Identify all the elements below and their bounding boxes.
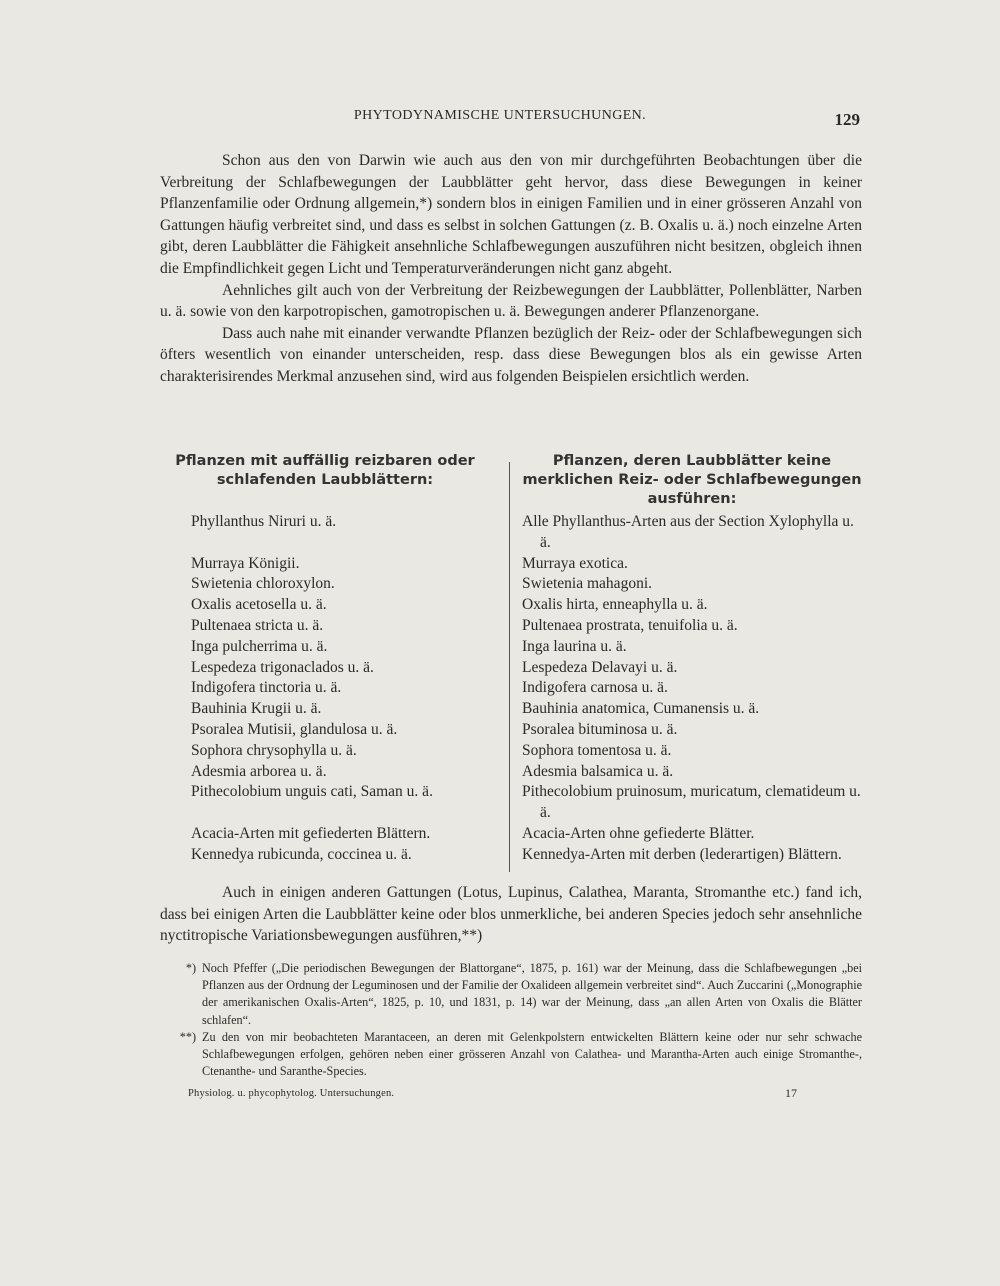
list-item: Phyllanthus Niruri u. ä. bbox=[191, 513, 337, 530]
footnotes bbox=[160, 960, 862, 1080]
list-item: Psoralea Mutisii, glandulosa u. ä. bbox=[191, 720, 398, 738]
left-column-heading: Pflanzen mit auffällig reizbaren oder schlafenden Laubblättern: bbox=[175, 453, 475, 488]
right-column-heading: Pflanzen, deren Laubblätter keine merklichen Reiz- oder Schlafbewegungen ausführen: bbox=[522, 453, 862, 507]
list-item: Acacia-Arten ohne gefiederte Blätter. bbox=[522, 824, 755, 842]
footnote-text: Zu den von mir beobachteten Marantaceen, an deren mit Gelenkpolstern entwickelten Blättern keine oder nur sehr schwache Schlafbewegungen erfolgen, gehören neben einer grösseren Anzahl von Calathea- und Marantha-Arten auch einige Stromanthe-, Ctenanthe- und Saranthe-Species. bbox=[202, 1029, 862, 1079]
list-item: Sophora tomentosa u. ä. bbox=[522, 741, 672, 759]
closing-text bbox=[160, 882, 862, 947]
list-item: Sophora chrysophylla u. ä. bbox=[191, 741, 357, 759]
list-item: Swietenia chloroxylon. bbox=[191, 575, 335, 593]
list-item: Murraya exotica. bbox=[522, 554, 628, 572]
footer-title: Physiolog. u. phycophytolog. Untersuchungen. bbox=[188, 1088, 395, 1099]
closing-paragraph: Auch in einigen anderen Gattungen (Lotus, Lupinus, Calathea, Maranta, Stromanthe etc.) fand ich, dass bei einigen Arten die Laubblätter keine oder blos unmerkliche, bei anderen Species jedoch sehr ansehnliche nyctitropische Variationsbewegungen ausführen,**) bbox=[160, 884, 862, 945]
list-item: Adesmia balsamica u. ä. bbox=[522, 762, 674, 780]
column-divider bbox=[509, 462, 510, 872]
list-item: Swietenia mahagoni. bbox=[522, 575, 652, 593]
running-head bbox=[0, 108, 1000, 134]
list-item: Indigofera carnosa u. ä. bbox=[522, 679, 668, 697]
comparison-table bbox=[160, 452, 862, 884]
footnote bbox=[160, 960, 862, 1029]
list-item: Lespedeza Delavayi u. ä. bbox=[522, 658, 678, 676]
list-item: Bauhinia anatomica, Cumanensis u. ä. bbox=[522, 700, 760, 718]
footnote-text: Noch Pfeffer („Die periodischen Bewegungen der Blattorgane“, 1875, p. 161) war der Meinung, dass die Schlafbewegungen „bei Pflanzen aus der Ordnung der Leguminosen und der Familie der Oxalideen allgemein verbreitet sind“. Auch Zuccarini („Monographie der amerikanischen Oxalis-Arten“, 1825, p. 10, und 1831, p. 14) war der Meinung, dass „an allen Arten von Oxalis die Blätter schlafen“. bbox=[202, 961, 862, 1027]
list-item: Indigofera tinctoria u. ä. bbox=[191, 679, 342, 697]
list-item: Pithecolobium unguis cati, Saman u. ä. bbox=[191, 783, 433, 801]
list-item: Kennedya rubicunda, coccinea u. ä. bbox=[191, 845, 412, 863]
page-number: 129 bbox=[834, 110, 860, 129]
footnote-mark: *) bbox=[185, 961, 196, 975]
paragraph-3: Dass auch nahe mit einander verwandte Pflanzen bezüglich der Reiz- oder der Schlafbewegungen sich öfters wesentlich von einander unterscheiden, resp. dass diese Bewegungen blos als ein gewisse Arten charakterisirendes Merkmal anzusehen sind, wird aus folgenden Beispielen ersichtlich werden. bbox=[160, 324, 862, 385]
list-item: Pithecolobium pruinosum, muricatum, clematideum u. ä. bbox=[522, 783, 861, 822]
list-item: Murraya Königii. bbox=[191, 554, 300, 572]
list-item: Adesmia arborea u. ä. bbox=[191, 762, 327, 780]
body-text bbox=[160, 150, 862, 388]
list-item: Psoralea bituminosa u. ä. bbox=[522, 720, 678, 738]
list-item: Pultenaea stricta u. ä. bbox=[191, 616, 324, 634]
list-item: Bauhinia Krugii u. ä. bbox=[191, 700, 322, 718]
paragraph-1: Schon aus den von Darwin wie auch aus den von mir durchgeführten Beobachtungen über die Verbreitung der Schlafbewegungen der Laubblätter geht hervor, dass diese Bewegungen in keiner Pflanzenfamilie oder Ordnung allgemein,*) sondern blos in einigen Familien und in einer grösseren Anzahl von Gattungen häufig verbreitet sind, und dass es selbst in solchen Gattungen (z. B. Oxalis u. ä.) noch einzelne Arten gibt, deren Laubblätter die Fähigkeit ansehnliche Schlafbewegungen auszuführen nicht besitzen, obgleich ihnen die Empfindlichkeit gegen Licht und Temperaturveränderungen nicht ganz abgeht. bbox=[160, 152, 862, 277]
page-footer bbox=[160, 1088, 862, 1108]
paragraph-2: Aehnliches gilt auch von der Verbreitung der Reizbewegungen der Laubblätter, Pollenblätter, Narben u. ä. sowie von den karpotropischen, gamotropischen u. ä. Bewegungen anderer Pflanzenorgane. bbox=[160, 281, 862, 321]
list-item: Acacia-Arten mit gefiederten Blättern. bbox=[191, 824, 431, 842]
list-item: Lespedeza trigonaclados u. ä. bbox=[191, 658, 374, 676]
running-title: PHYTODYNAMISCHE UNTERSUCHUNGEN. bbox=[353, 108, 647, 123]
signature-mark: 17 bbox=[785, 1086, 797, 1100]
list-item: Kennedya-Arten mit derben (lederartigen) Blättern. bbox=[522, 845, 842, 863]
list-item: Oxalis acetosella u. ä. bbox=[191, 596, 327, 614]
footnote bbox=[160, 1029, 862, 1081]
right-species-list bbox=[522, 512, 862, 866]
list-item: Pultenaea prostrata, tenuifolia u. ä. bbox=[522, 616, 738, 634]
list-item: Oxalis hirta, enneaphylla u. ä. bbox=[522, 596, 708, 614]
right-column bbox=[522, 452, 862, 866]
left-column bbox=[160, 452, 490, 866]
footnote-mark: **) bbox=[179, 1029, 196, 1044]
left-species-list bbox=[160, 512, 490, 866]
list-item: Alle Phyllanthus-Arten aus der Section Xylophylla u. ä. bbox=[522, 513, 854, 551]
list-item: Inga laurina u. ä. bbox=[522, 637, 627, 655]
list-item: Inga pulcherrima u. ä. bbox=[191, 637, 328, 655]
